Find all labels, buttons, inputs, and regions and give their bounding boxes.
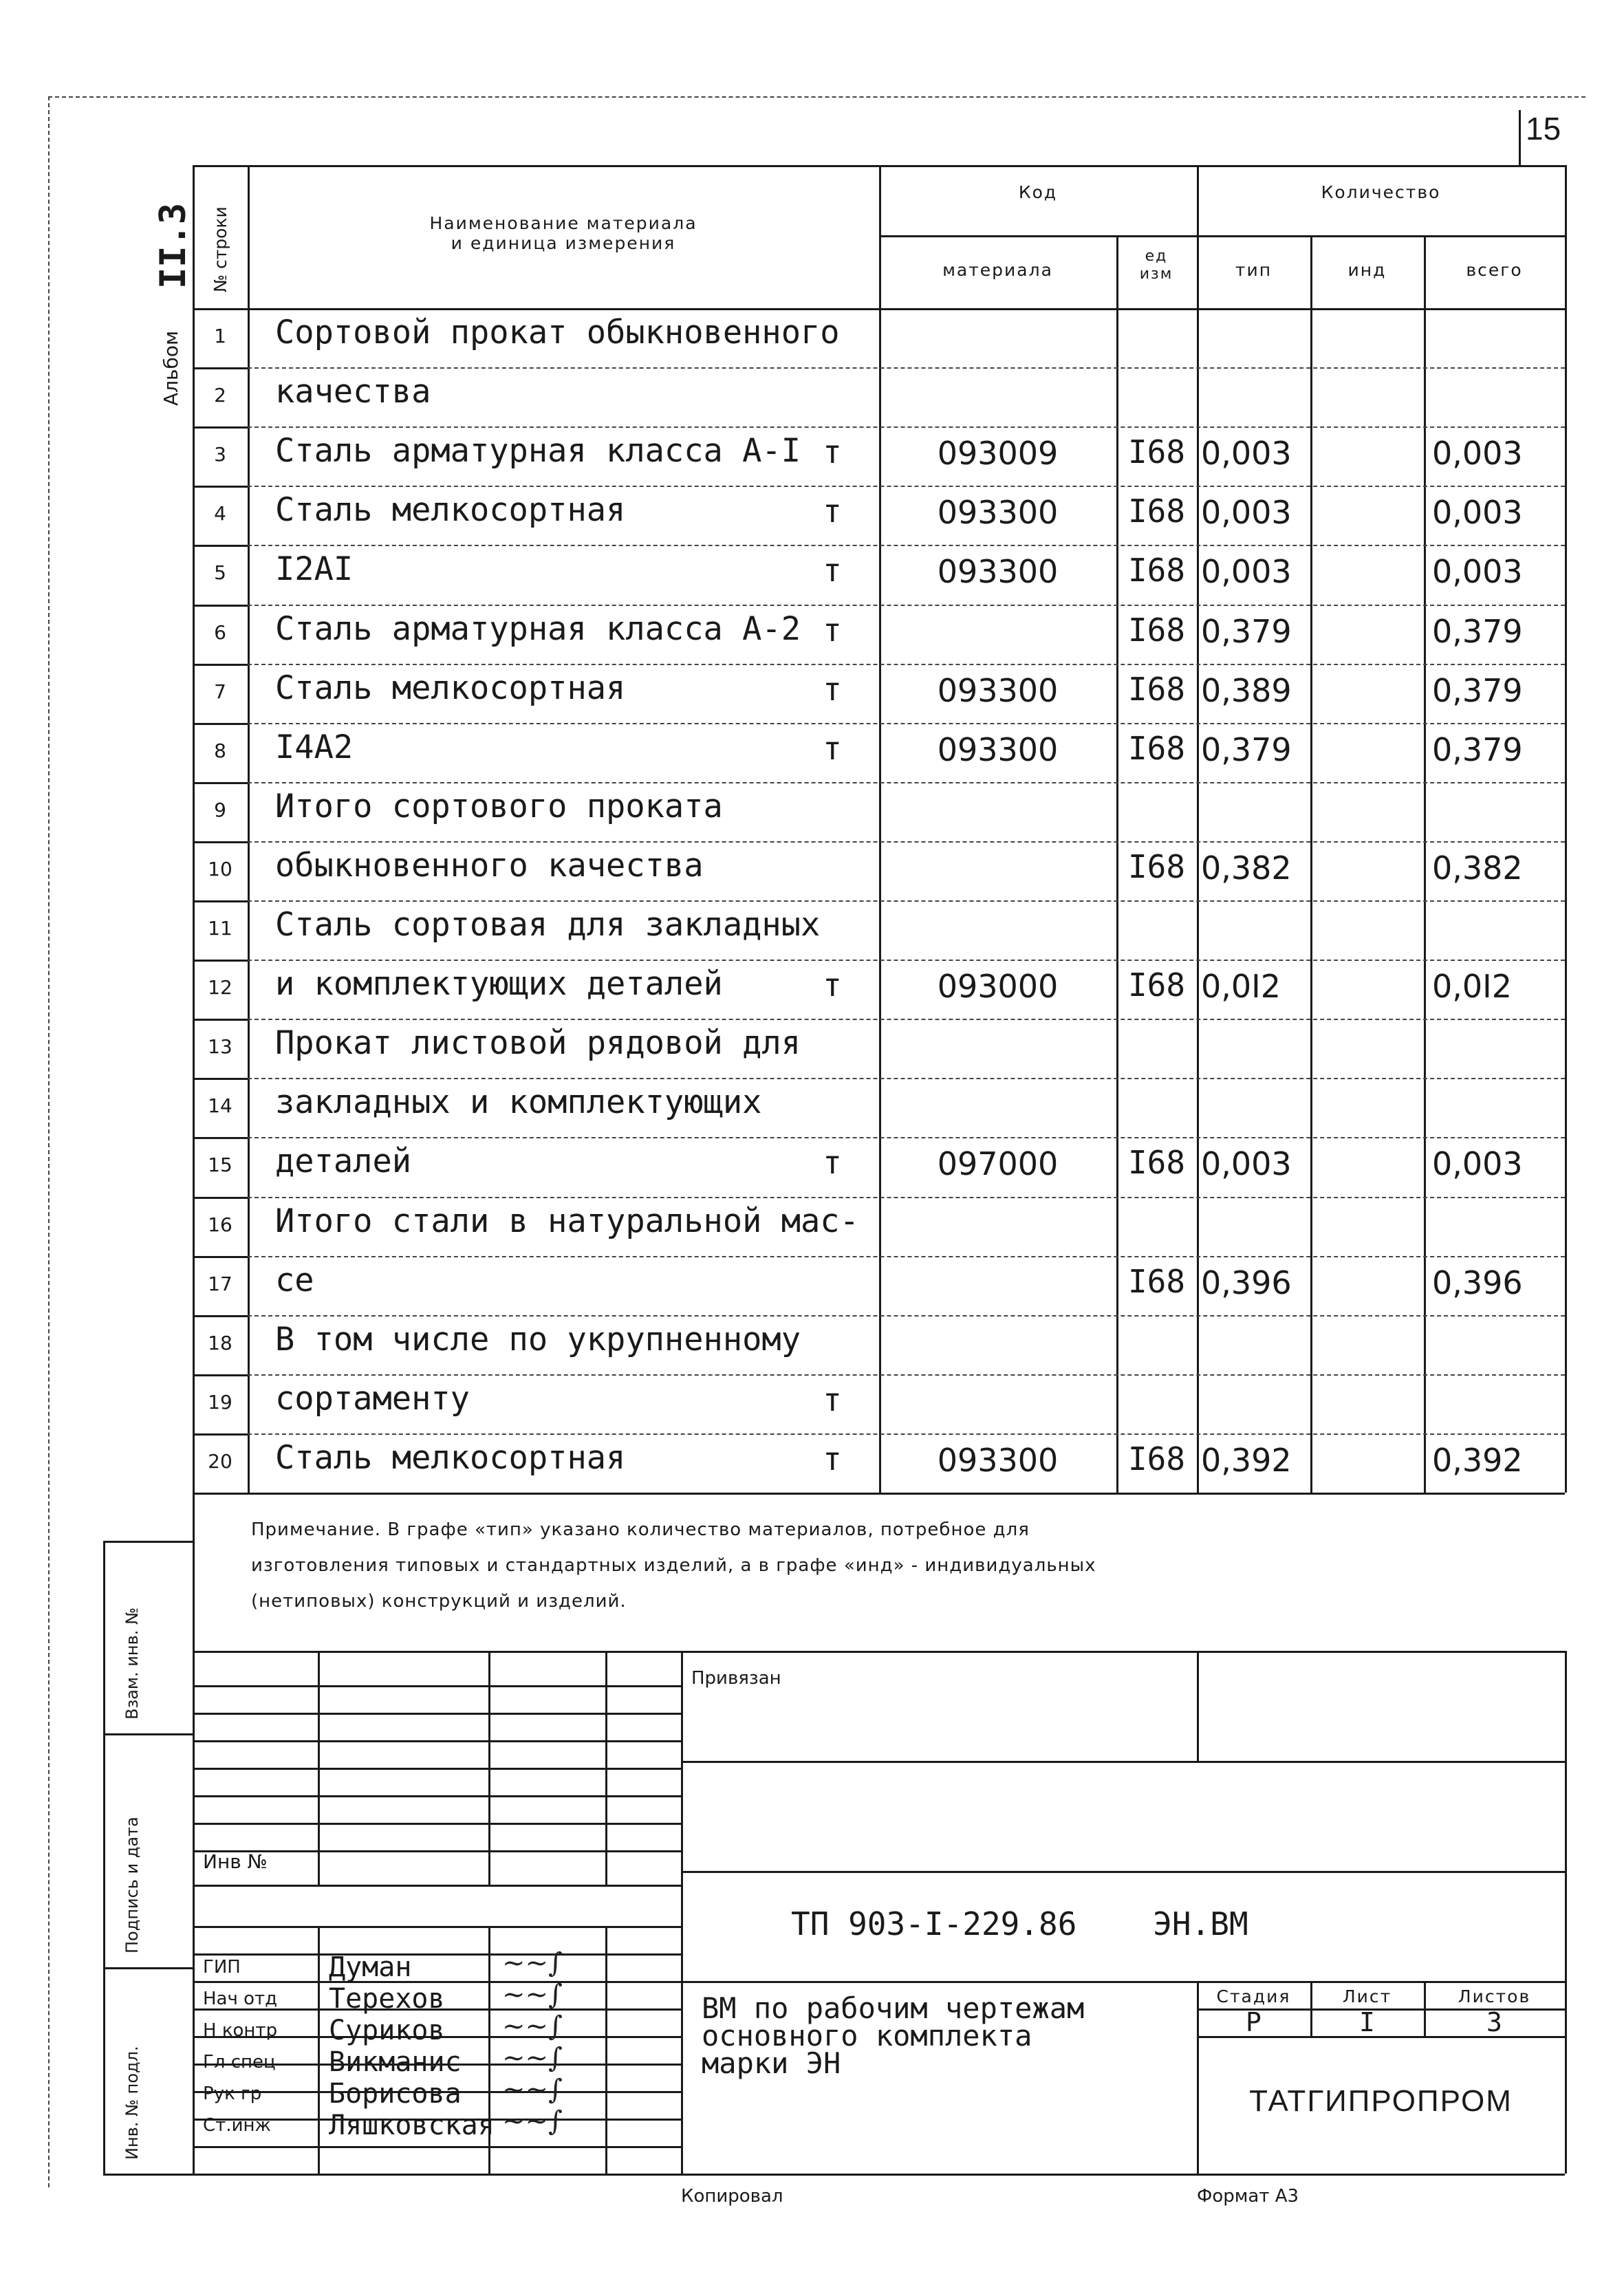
row-qty-total: 0,003 [1432, 494, 1523, 532]
row-code: 097000 [937, 1145, 1059, 1183]
side-label-vzam: Взам. инв. № [122, 1607, 142, 1720]
row-name: I4A2 [275, 728, 354, 766]
row-unit-code: I68 [1127, 729, 1186, 767]
row-qty-typ: 0,382 [1201, 849, 1292, 887]
row-name: сортаменту [275, 1379, 470, 1418]
row-number: 2 [214, 384, 226, 407]
row-qty-typ: 0,392 [1201, 1441, 1292, 1479]
inv-no-label: Инв № [203, 1850, 268, 1873]
document-code: ТП 903-I-229.86 ЭН.ВМ [791, 1905, 1248, 1942]
row-unit: т [823, 1144, 842, 1182]
row-qty-total: 0,003 [1432, 1145, 1523, 1183]
side-label-inv: Инв. № подл. [122, 2046, 142, 2160]
row-name: Сортовой прокат обыкновенного [275, 314, 840, 351]
header-name-line1: Наименование материала [429, 213, 697, 233]
row-unit: т [823, 670, 842, 708]
row-unit-code: I68 [1127, 966, 1186, 1004]
row-qty-total: 0,396 [1432, 1264, 1523, 1301]
row-qty-typ: 0,003 [1201, 1145, 1292, 1183]
row-name: закладных и комплектующих [275, 1083, 762, 1122]
row-number: 12 [208, 976, 232, 999]
row-unit: т [823, 552, 842, 589]
row-number: 10 [208, 857, 232, 880]
signature: ~~∫ [502, 1979, 563, 2011]
row-unit: т [823, 433, 842, 471]
header-code-unit: ед изм [1139, 248, 1173, 283]
row-unit-code: I68 [1127, 1440, 1186, 1477]
row-unit: т [823, 729, 842, 767]
role-label: Н контр [203, 2020, 278, 2041]
row-name: Сталь сортовая для закладных [275, 906, 821, 944]
document-title-line2: основного комплекта [702, 2019, 1032, 2053]
row-name: В том числе по укрупненному [275, 1320, 801, 1358]
footer-format: Формат А3 [1197, 2186, 1299, 2207]
row-number: 19 [208, 1390, 232, 1414]
header-qty-total: всего [1466, 260, 1523, 280]
row-qty-total: 0,392 [1432, 1441, 1523, 1479]
row-number: 11 [208, 917, 232, 940]
row-number: 15 [208, 1154, 232, 1177]
row-name: се [275, 1261, 314, 1299]
album-label: Альбом [160, 330, 182, 406]
row-name: Сталь мелкосортная [275, 1438, 626, 1477]
row-unit-code: I68 [1127, 847, 1186, 885]
document-title-line3: марки ЭН [702, 2046, 841, 2080]
header-name-line2: и единица измерения [451, 233, 676, 253]
header-quantity: Количество [1321, 182, 1441, 202]
row-number: 4 [214, 502, 226, 526]
row-qty-total: 0,379 [1432, 671, 1523, 709]
page-number: 15 [1526, 111, 1561, 147]
row-name: Прокат листовой рядовой для [275, 1024, 801, 1063]
row-number: 6 [214, 620, 226, 644]
role-name: Думан [329, 1951, 412, 1983]
row-name: качества [275, 373, 431, 411]
note-line2: изготовления типовых и стандартных изделий, а в графе «инд» - индивидуальных [251, 1555, 1096, 1576]
row-unit-code: I68 [1127, 552, 1186, 589]
album-value: II.3 [153, 202, 194, 289]
role-name: Терехов [329, 1983, 445, 2015]
row-unit: т [823, 966, 842, 1004]
note-line3: (нетиповых) конструкций и изделий. [251, 1591, 627, 1612]
role-label: Рук гр [203, 2083, 262, 2104]
row-qty-total: 0,003 [1432, 435, 1523, 473]
signature: ~~∫ [502, 1947, 563, 1979]
privyazan-label: Привязан [691, 1668, 781, 1689]
row-unit: т [823, 1380, 842, 1418]
row-name: Сталь мелкосортная [275, 491, 626, 530]
row-qty-typ: 0,379 [1201, 730, 1292, 768]
row-code: 093300 [937, 671, 1059, 709]
row-code: 093000 [937, 968, 1059, 1006]
header-qty-ind: инд [1347, 260, 1387, 280]
row-unit-code: I68 [1127, 1144, 1186, 1182]
role-label: Нач отд [203, 1989, 278, 2009]
stage-value: Р [1246, 2007, 1262, 2037]
side-label-podpis: Подпись и дата [122, 1817, 142, 1953]
row-name: Итого сортового проката [275, 787, 723, 825]
header-name [248, 213, 879, 253]
header-code-material: материала [942, 260, 1053, 280]
row-qty-typ: 0,0I2 [1201, 968, 1281, 1006]
stage-label: Стадия [1216, 1986, 1291, 2006]
footer-copied: Копировал [681, 2186, 783, 2207]
row-number: 5 [214, 561, 226, 585]
row-qty-total: 0,379 [1432, 612, 1523, 650]
role-name: Борисова [329, 2078, 462, 2110]
row-code: 093300 [937, 494, 1059, 532]
note [251, 1512, 1096, 1619]
row-number: 3 [214, 443, 226, 466]
sheets-value: 3 [1486, 2007, 1502, 2037]
header-qty-typ: тип [1235, 260, 1273, 280]
row-number: 1 [214, 325, 226, 347]
signature: ~~∫ [502, 2011, 563, 2042]
row-number: 13 [208, 1035, 232, 1059]
row-qty-typ: 0,003 [1201, 435, 1292, 473]
sheets-label: Листов [1458, 1986, 1531, 2006]
role-label: Ст.инж [203, 2115, 271, 2136]
signature: ~~∫ [502, 2042, 563, 2074]
row-number: 18 [208, 1331, 232, 1354]
row-code: 093300 [937, 553, 1059, 591]
role-name: Суриков [329, 2015, 445, 2046]
row-name: Сталь мелкосортная [275, 669, 626, 707]
row-number: 20 [208, 1449, 232, 1473]
row-code: 093300 [937, 1441, 1059, 1479]
row-qty-typ: 0,396 [1201, 1264, 1292, 1301]
row-unit: т [823, 1440, 842, 1477]
row-unit: т [823, 492, 842, 530]
signature: ~~∫ [502, 2074, 563, 2105]
document-title [702, 1991, 1085, 2080]
row-number: 9 [214, 798, 226, 821]
row-name: I2AI [275, 550, 354, 589]
row-number: 16 [208, 1213, 232, 1236]
row-unit-code: I68 [1127, 1262, 1186, 1300]
row-unit-code: I68 [1127, 670, 1186, 708]
role-name: Ляшковская [329, 2110, 495, 2141]
organization-name: ТАТГИПРОПРОМ [1249, 2084, 1513, 2118]
header-code: Код [1018, 182, 1058, 202]
row-qty-total: 0,382 [1432, 849, 1523, 887]
row-unit-code: I68 [1127, 611, 1186, 649]
row-qty-total: 0,003 [1432, 553, 1523, 591]
row-qty-typ: 0,379 [1201, 612, 1292, 650]
row-number: 17 [208, 1272, 232, 1295]
sheet-label: Лист [1342, 1986, 1392, 2006]
row-name: и комплектующих деталей [275, 965, 723, 1004]
row-name: Итого стали в натуральной мас- [275, 1202, 859, 1240]
note-line1: Примечание. В графе «тип» указано количество материалов, потребное для [251, 1519, 1030, 1540]
row-qty-typ: 0,389 [1201, 671, 1292, 709]
row-code: 093300 [937, 730, 1059, 768]
row-number: 7 [214, 680, 226, 703]
row-qty-total: 0,0I2 [1432, 968, 1512, 1006]
signature: ~~∫ [502, 2105, 563, 2137]
header-row-number: № строки [210, 206, 230, 292]
row-qty-total: 0,379 [1432, 730, 1523, 768]
row-code: 093009 [937, 435, 1059, 473]
row-number: 14 [208, 1094, 232, 1118]
role-name: Викманис [329, 2046, 462, 2078]
row-unit-code: I68 [1127, 492, 1186, 530]
row-name: Сталь арматурная класса А-2 [275, 609, 801, 648]
row-qty-typ: 0,003 [1201, 494, 1292, 532]
role-label: ГИП [203, 1957, 241, 1978]
sheet-value: I [1359, 2007, 1375, 2037]
row-name: обыкновенного качества [275, 846, 704, 885]
row-unit-code: I68 [1127, 433, 1186, 471]
role-label: Гл спец [203, 2052, 276, 2072]
document-title-line1: ВМ по рабочим чертежам [702, 1991, 1085, 2025]
row-unit: т [823, 611, 842, 649]
row-qty-typ: 0,003 [1201, 553, 1292, 591]
row-name: деталей [275, 1143, 412, 1181]
row-number: 8 [214, 739, 226, 762]
row-name: Сталь арматурная класса А-I [275, 432, 801, 470]
